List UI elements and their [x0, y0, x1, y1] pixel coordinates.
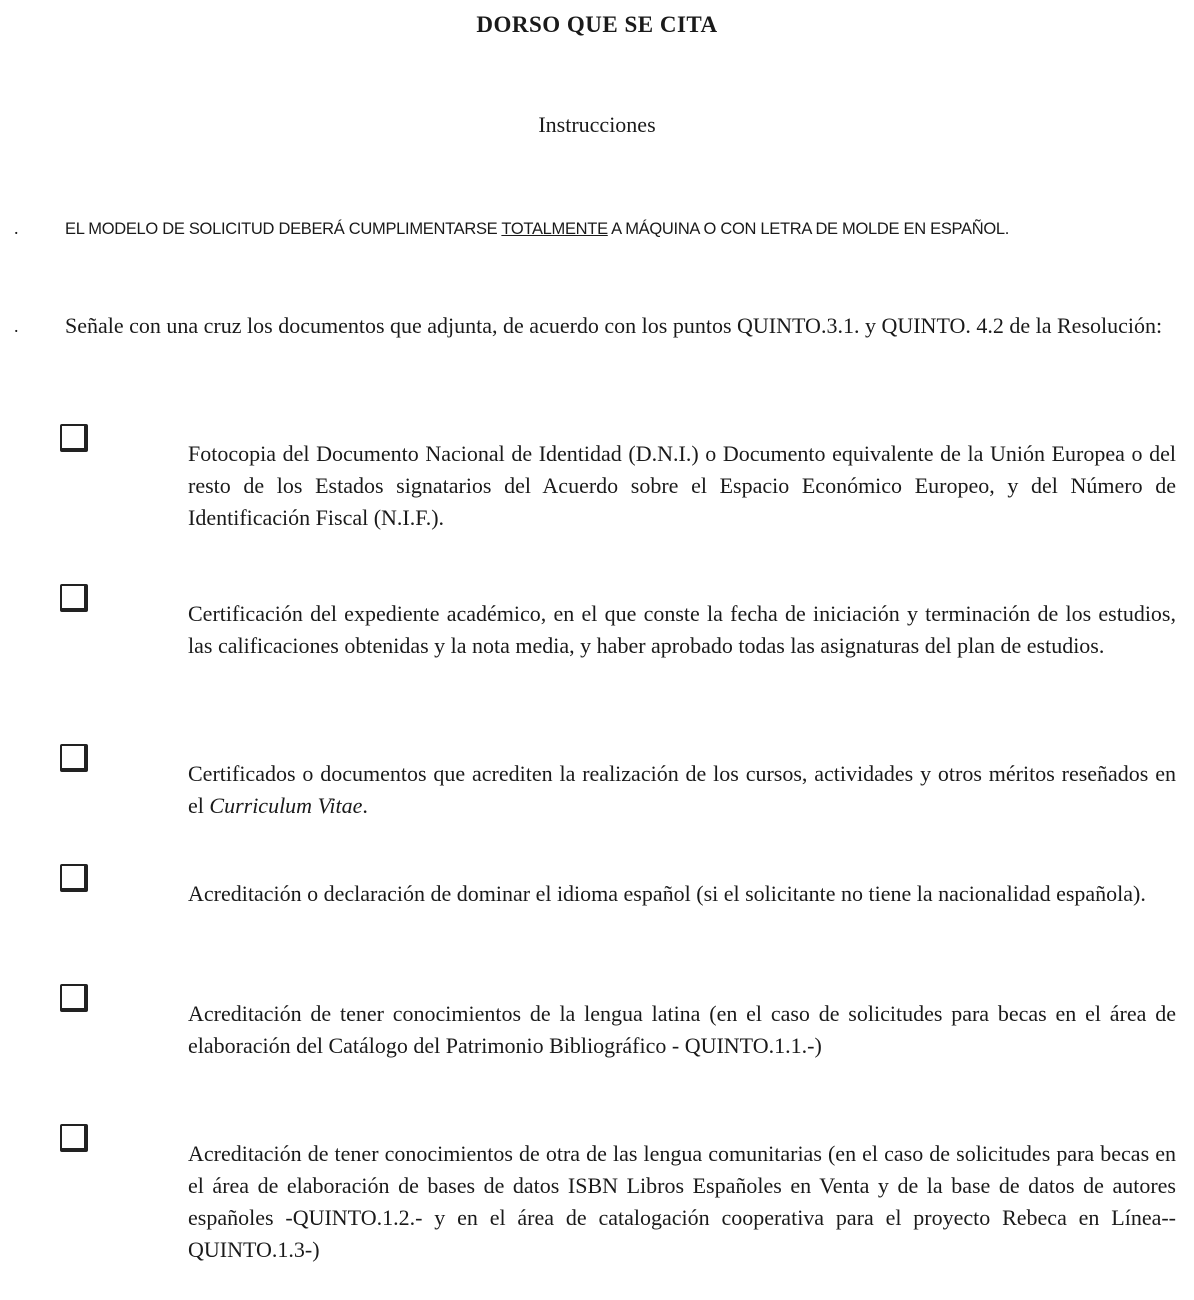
checkbox[interactable] — [60, 864, 88, 892]
instruction-text: A MÁQUINA O CON LETRA DE MOLDE EN ESPAÑOL. — [607, 220, 1010, 238]
checkbox[interactable] — [60, 984, 88, 1012]
document-item-text: Acreditación de tener conocimientos de la lengua latina (en el caso de solicitudes para becas en el área de elaboración del Catálogo del Patrimonio Bibliográfico - QUINTO.1.1.-) — [188, 1001, 1176, 1058]
document-item-text-end: . — [362, 793, 368, 818]
document-item-text: Fotocopia del Documento Nacional de Identidad (D.N.I.) o Documento equivalente de la Unión Europea o del resto de los Estados signatarios del Acuerdo sobre el Espacio Económico Europeo, y del Número de Identificación Fiscal (N.I.F.). — [188, 441, 1176, 530]
document-item-text-main: Certificados o documentos que acrediten la realización de los cursos, actividades y otros méritos reseñados en el — [188, 761, 1176, 818]
document-title: DORSO QUE SE CITA — [476, 12, 718, 37]
document-item-text: Acreditación de tener conocimientos de otra de las lengua comunitarias (en el caso de solicitudes para becas en el área de elaboración de bases de datos ISBN Libros Españoles en Venta y de la base de datos de autores españoles -QUINTO.1.2.- y en el área de catalogación cooperativa para el proyecto Rebeca en Línea--QUINTO.1.3-) — [188, 1141, 1176, 1262]
bullet-mark: . — [14, 218, 19, 238]
document-item-text: Acreditación o declaración de dominar el idioma español (si el solicitante no tiene la nacionalidad española). — [188, 881, 1146, 906]
checkbox[interactable] — [60, 1124, 88, 1152]
instruction-text: EL MODELO DE SOLICITUD DEBERÁ CUMPLIMENTARSE — [65, 220, 502, 238]
emphasis-totalmente: TOTALMENTE — [501, 220, 608, 238]
document-item-text — [188, 758, 1176, 822]
checkbox[interactable] — [60, 424, 88, 452]
instruction-fill-form — [65, 216, 1180, 243]
curriculum-vitae-italic: Curriculum Vitae — [209, 793, 363, 818]
bullet-mark: . — [14, 316, 19, 336]
instruction-mark-documents: Señale con una cruz los documentos que adjunta, de acuerdo con los puntos QUINTO.3.1. y QUINTO. 4.2 de la Resolución: — [65, 313, 1163, 338]
checkbox[interactable] — [60, 584, 88, 612]
instructions-heading: Instrucciones — [538, 112, 656, 137]
checkbox[interactable] — [60, 744, 88, 772]
document-item-text: Certificación del expediente académico, en el que conste la fecha de iniciación y terminación de los estudios, las calificaciones obtenidas y la nota media, y haber aprobado todas las asignaturas del plan de estudios. — [188, 601, 1176, 658]
